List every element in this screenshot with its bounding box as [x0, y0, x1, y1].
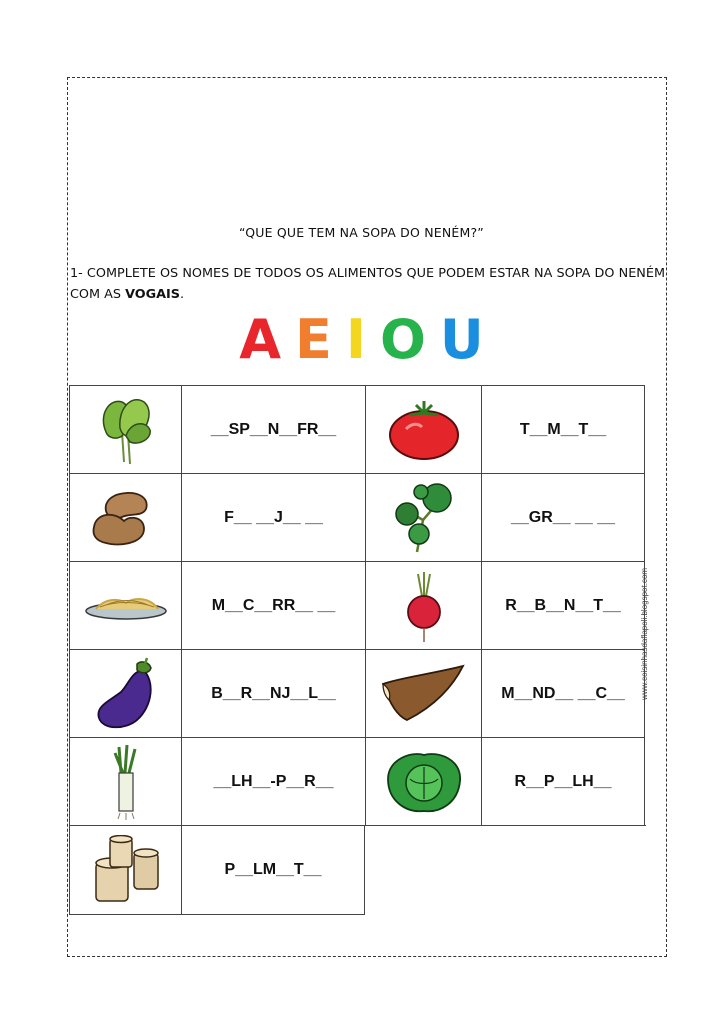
vowel-a: A	[239, 308, 282, 371]
word-blank: P__LM__T__	[224, 861, 322, 878]
word-cell	[181, 650, 365, 738]
palmito-icon	[86, 835, 166, 905]
word-cell	[481, 562, 645, 650]
vowel-o: O	[380, 308, 426, 371]
table-row	[69, 385, 645, 474]
cabbage-icon	[382, 749, 466, 815]
word-blank: M__C__RR__ __	[211, 597, 336, 614]
vowel-i: I	[345, 308, 366, 371]
word-blank: __GR__ __ __	[510, 509, 616, 526]
picture-cell	[365, 386, 481, 474]
picture-cell	[69, 474, 181, 562]
spinach-icon	[96, 392, 156, 468]
tomato-icon	[386, 395, 462, 465]
word-cell	[481, 650, 645, 738]
word-cell	[181, 826, 365, 914]
word-blank: F__ __J__ __	[224, 509, 323, 526]
pasta-icon	[84, 589, 168, 623]
word-cell	[481, 474, 645, 562]
table-row	[69, 473, 645, 562]
picture-cell	[69, 738, 181, 826]
page-title: “QUE QUE TEM NA SOPA DO NENÉM?”	[239, 225, 484, 240]
picture-cell	[69, 386, 181, 474]
table-row	[69, 649, 645, 738]
word-cell	[181, 562, 365, 650]
table-left-border	[69, 385, 70, 914]
table-row	[69, 561, 645, 650]
word-cell	[181, 738, 365, 826]
eggplant-icon	[93, 656, 159, 732]
picture-cell	[365, 474, 481, 562]
word-cell	[181, 474, 365, 562]
word-blank: B__R__NJ__L__	[211, 685, 336, 702]
word-blank: R__P__LH__	[514, 773, 612, 790]
instruction-bold-word: VOGAIS	[125, 287, 181, 302]
watercress-icon	[391, 480, 457, 556]
table-row	[69, 825, 365, 915]
vowel-e: E	[295, 308, 332, 371]
word-blank: __LH__-P__R__	[213, 773, 334, 790]
vowels-heading	[0, 308, 723, 371]
vowel-u: U	[439, 308, 484, 371]
radish-icon	[402, 568, 446, 644]
cassava-icon	[379, 662, 469, 726]
picture-cell	[69, 826, 181, 914]
blog-watermark: www.coisinhasdaflapoli.blogspot.com	[640, 567, 649, 700]
word-cell	[481, 386, 645, 474]
word-cell	[181, 386, 365, 474]
beans-icon	[86, 487, 166, 549]
table-divider	[365, 825, 646, 826]
picture-cell	[69, 562, 181, 650]
word-blank: M__ND__ __C__	[501, 685, 625, 702]
picture-cell	[365, 562, 481, 650]
picture-cell	[365, 650, 481, 738]
table-row	[69, 737, 645, 826]
picture-cell	[69, 650, 181, 738]
word-blank: __SP__N__FR__	[210, 421, 337, 438]
word-blank: R__B__N__T__	[505, 597, 621, 614]
word-cell	[481, 738, 645, 826]
instruction-text: 1- COMPLETE OS NOMES DE TODOS OS ALIMENTOS QUE PODEM ESTAR NA SOPA DO NENÉM COM AS VOGAIS.	[70, 266, 665, 302]
picture-cell	[365, 738, 481, 826]
leek-icon	[111, 743, 141, 821]
word-blank: T__M__T__	[519, 421, 607, 438]
